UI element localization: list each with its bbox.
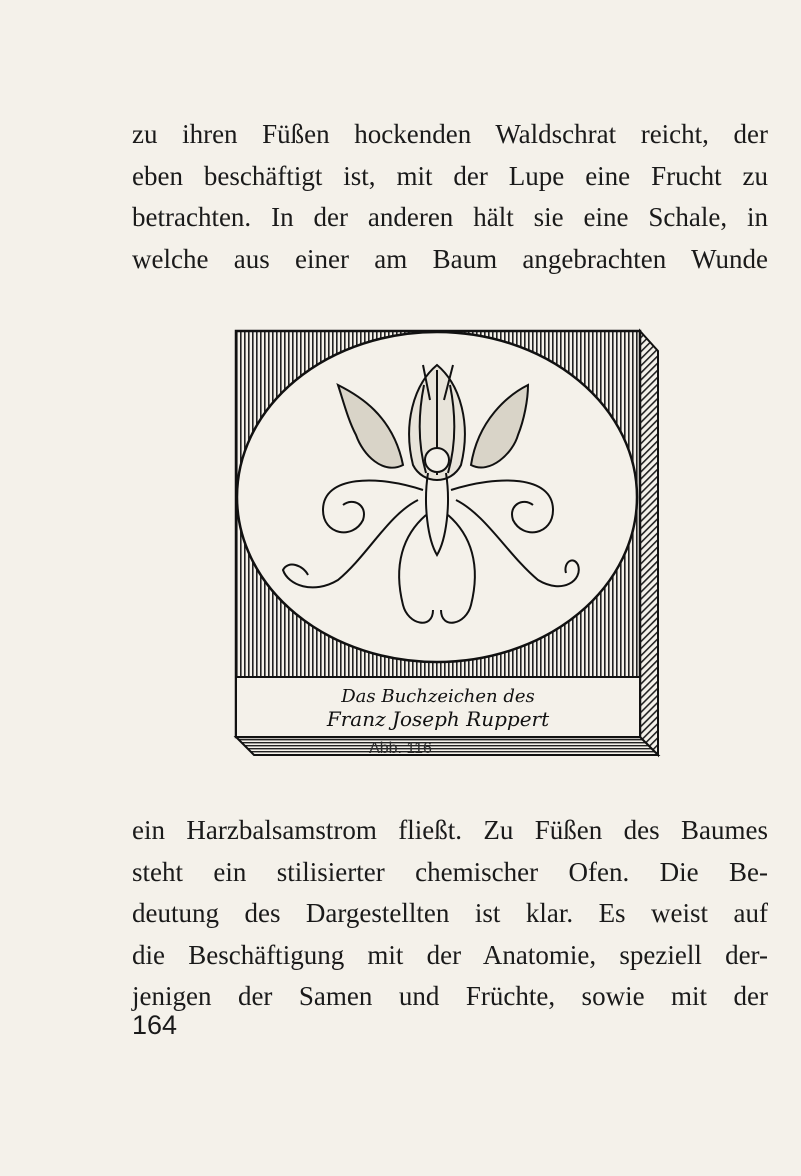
text-line: ein Harzbalsamstrom fließt. Zu Füßen des Baumes	[132, 815, 768, 845]
text-line: jenigen der Samen und Früchte, sowie mit der	[132, 981, 768, 1011]
bookplate-illustration	[228, 325, 668, 761]
text-line: steht ein stilisierter chemischer Ofen. Die Be-	[132, 856, 768, 887]
text-line: welche aus einer am Baum angebrachten Wunde	[132, 243, 768, 274]
body-paragraph-bottom	[132, 810, 768, 1018]
text-line: deutung des Dargestellten ist klar. Es weist auf	[132, 898, 768, 928]
page-number: 164	[132, 1010, 178, 1040]
text-line: zu ihren Füßen hockenden Waldschrat reicht, der	[132, 119, 768, 149]
bookplate-inscription	[326, 686, 550, 731]
plaque-side	[640, 331, 658, 755]
body-paragraph-top	[132, 114, 768, 280]
inscription-line-2: Franz Joseph Ruppert	[326, 707, 550, 731]
text-line: die Beschäftigung mit der Anatomie, speziell der-	[132, 939, 768, 970]
text-line: eben beschäftigt ist, mit der Lupe eine Frucht zu	[132, 160, 768, 191]
text-line: betrachten. In der anderen hält sie eine Schale, in	[132, 202, 768, 232]
inscription-line-1: Das Buchzeichen des	[341, 686, 535, 707]
figure-caption: Abb. 116	[369, 740, 432, 757]
